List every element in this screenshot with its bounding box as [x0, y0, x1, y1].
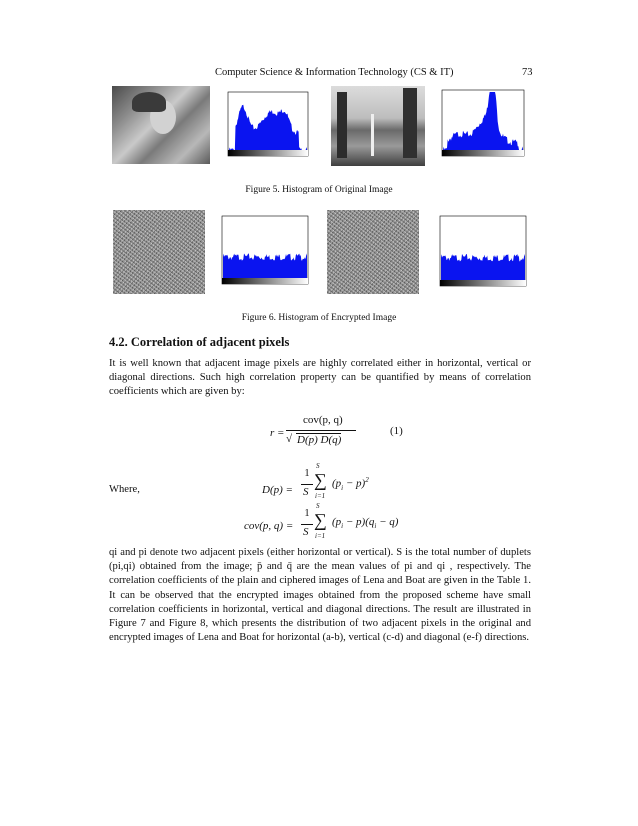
figure-6-caption: Figure 6. Histogram of Encrypted Image — [241, 313, 397, 323]
eq2-frac-num: 1 — [304, 468, 310, 479]
where-label: Where, — [109, 484, 140, 495]
eq3-body: $(p_i - p)(q_i - q)$ — [332, 516, 399, 531]
eq2-sum-top: S — [316, 462, 320, 470]
eq3-sum-sign: ∑ — [314, 510, 327, 530]
intro-paragraph: It is well known that adjacent image pixels are highly correlated either in horizontal, vertical or diagonal directions. Such high correlation property can be quantified by means of correlation coefficients which are given by: — [109, 358, 531, 398]
eq2-body: $(p_i - p)^2$ — [332, 476, 369, 492]
eq2-sum-sign: ∑ — [314, 470, 327, 490]
eq3-frac-den: S — [303, 526, 309, 538]
lena-histogram — [218, 90, 310, 166]
boat-original-image — [331, 86, 425, 166]
eq3-frac-num: 1 — [304, 508, 310, 519]
eq2-sum-bottom: i=1 — [315, 492, 326, 500]
running-header: Computer Science & Information Technology (CS & IT) — [215, 67, 454, 78]
eq1-number: (1) — [390, 425, 403, 437]
lena-original-image — [112, 86, 210, 164]
eq2-frac-den: S — [303, 486, 309, 498]
eq2-lhs: D(p) = — [262, 484, 293, 496]
eq3-sum-top: S — [316, 502, 320, 510]
eq1-sqrt-sign: √ — [286, 433, 293, 445]
figure-5-caption: Figure 5. Histogram of Original Image — [245, 185, 393, 195]
results-paragraph: qi and pi denote two adjacent pixels (either horizontal or vertical). S is the total number of duplets (pi,qi) obtained from the image; p̄ and q̄ are the mean values of pi and qi , respectively. The correlation coefficients of the plain and ciphered images of Lena and Boat are given in the Table 1. It can be observed that the encrypted images obtained from the proposed scheme have small correlation coefficients in horizontal, vertical and diagonal directions. The result are illustrated in Figure 7 and Figure 8, which presents the distribution of two adjacent pixels in the original and encrypted images of Lena and Boat for horizontal (a-b), vertical (c-d) and diagonal (e-f) directions. — [109, 547, 531, 644]
boat-encrypted-image — [327, 210, 419, 294]
boat-encrypted-histogram — [430, 214, 528, 294]
lena-encrypted-image — [113, 210, 205, 294]
eq1-numerator: cov(p, q) — [303, 414, 343, 426]
eq3-lhs: cov(p, q) = — [244, 520, 294, 532]
eq1-fraction-bar — [286, 430, 356, 431]
boat-histogram — [432, 88, 526, 166]
section-heading: 4.2. Correlation of adjacent pixels — [109, 335, 290, 349]
eq3-sum-bottom: i=1 — [315, 532, 326, 540]
lena-encrypted-histogram — [210, 214, 310, 292]
eq1-denominator: D(p) D(q) — [297, 434, 342, 446]
eq3-frac-bar — [301, 524, 313, 525]
eq1-lhs: r = — [270, 427, 285, 439]
eq2-frac-bar — [301, 484, 313, 485]
page-number: 73 — [522, 67, 533, 78]
